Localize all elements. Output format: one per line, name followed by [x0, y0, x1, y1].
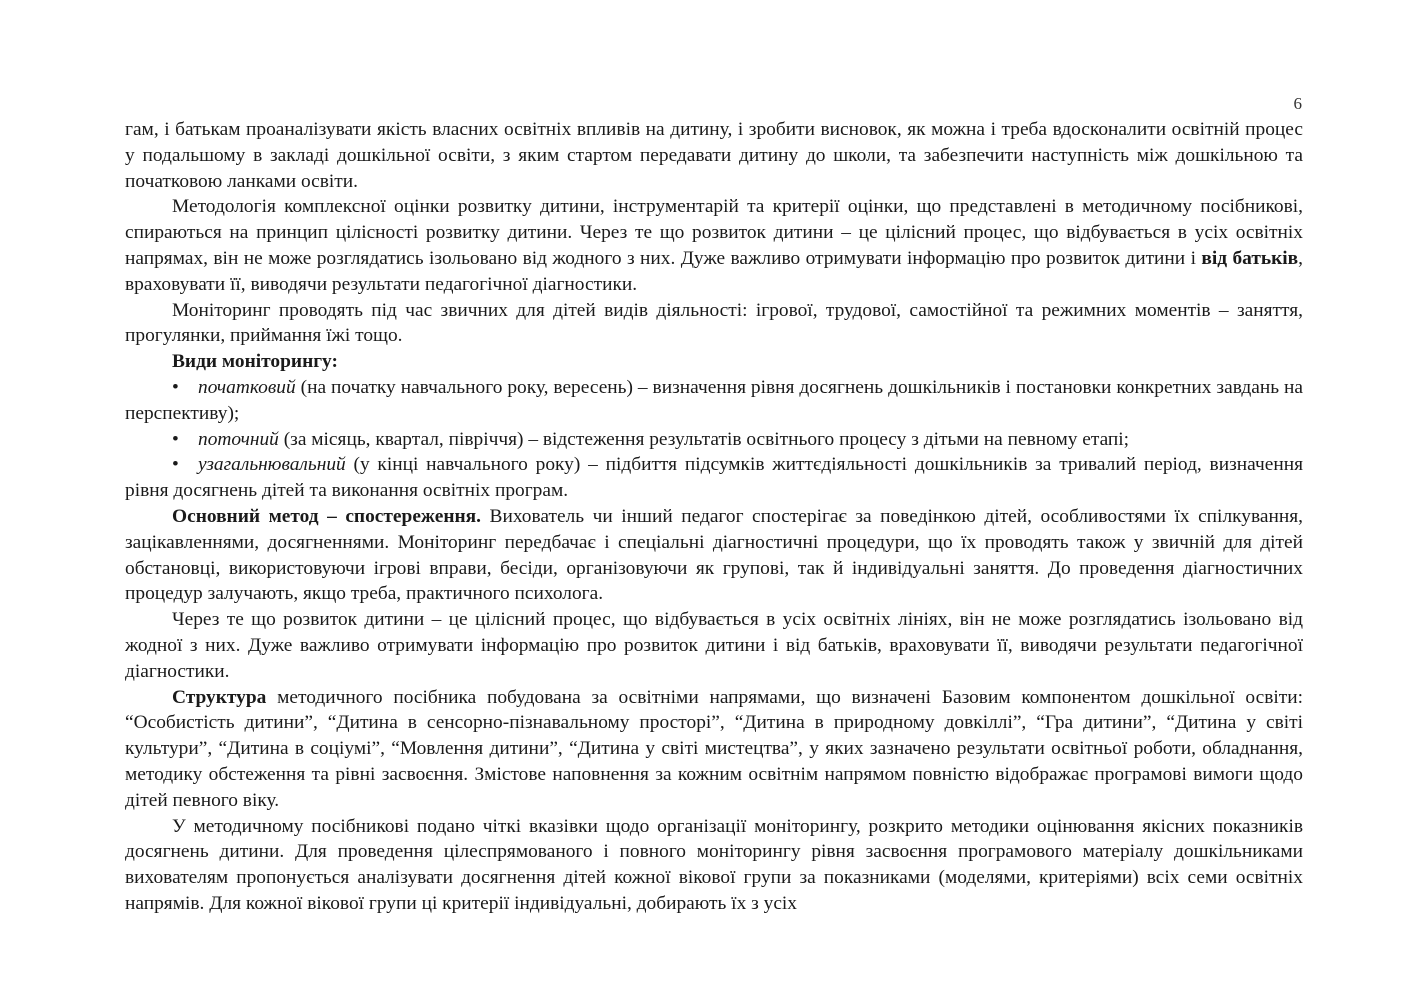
page-number: 6	[1293, 94, 1302, 113]
paragraph-monitoring: Моніторинг проводять під час звичних для дітей видів діяльності: ігрової, трудової, самостійної та режимних моментів – заняття, прогулянки, приймання їжі тощо.	[125, 299, 1303, 347]
bullet-text: (у кінці навчального року) – підбиття підсумків життєдіяльності дошкільників за тривалий період, визначення рівня досягнень дітей та виконання освітніх програм.	[125, 454, 1303, 502]
bullet-term: початковий	[198, 376, 296, 398]
paragraph-continuation: гам, і батькам проаналізувати якість власних освітніх впливів на дитину, і зробити висновок, як можна і треба вдосконалити освітній процес у подальшому в закладі дошкільної освіти, з яким стартом передавати дитину до школи, та забезпечити наступність між дошкільною та початковою ланками освіти.	[125, 119, 1303, 192]
paragraph-method	[125, 504, 1303, 607]
paragraph-methodology	[125, 194, 1303, 297]
paragraph-methodology-text: Методологія комплексної оцінки розвитку дитини, інструментарій та критерії оцінки, що представлені в методичному посібникові, спираються на принцип цілісності розвитку дитини. Через те що розвиток дитини – це цілісний процес, що відбувається в усіх освітніх напрямах, він не може розглядатись ізольовано від жодного з них. Дуже важливо отримувати інформацію про розвиток дитини і	[125, 196, 1303, 269]
bullet-term: поточний	[198, 428, 279, 450]
paragraph-guidance: У методичному посібникові подано чіткі вказівки щодо організації моніторингу, розкрито методики оцінювання якісних показників досягнень дитини. Для проведення цілеспрямованого і повного моніторингу рівня засвоєння програмового матеріалу дошкільниками вихователям пропонується аналізувати досягнення дітей кожної вікової групи за показниками (моделями, критеріями) всіх семи освітніх напрямів. Для кожної вікової групи ці критерії індивідуальні, добирають їх з усіх	[125, 815, 1303, 914]
paragraph-structure-bold: Структура	[172, 686, 267, 708]
paragraph-method-text: Вихователь чи інший педагог спостерігає за поведінкою дітей, особливостями їх спілкування, зацікавленнями, досягненнями. Моніторинг передбачає і спеціальні діагностичні процедури, що їх проводять також у звичній для дітей обстановці, використовуючи ігрові вправи, бесіди, організовуючи як групові, так й індивідуальні заняття. До проведення діагностичних процедур залучають, якщо треба, практичного психолога.	[125, 505, 1303, 605]
bullet-term: узагальнювальний	[198, 454, 346, 476]
bullet-text: (за місяць, квартал, півріччя) – відстеження результатів освітнього процесу з дітьми на певному етапі;	[278, 428, 1130, 450]
paragraph-holistic: Через те що розвиток дитини – це цілісний процес, що відбувається в усіх освітніх лініях, він не може розглядатись ізольовано від жодної з них. Дуже важливо отримувати інформацію про розвиток дитини і від батьків, враховувати її, виводячи результати педагогічної діагностики.	[125, 609, 1303, 682]
bullet-item-initial	[125, 375, 1303, 427]
bullet-item-current	[125, 427, 1303, 453]
bullet-icon: •	[172, 454, 179, 476]
paragraph-methodology-tail: , враховувати її, виводячи результати педагогічної діагностики.	[125, 247, 1303, 295]
paragraph-structure	[125, 685, 1303, 814]
bullet-icon: •	[172, 376, 179, 398]
paragraph-structure-text: методичного посібника побудована за освітніми напрямами, що визначені Базовим компонентом дошкільної освіти: “Особистість дитини”, “Дитина в сенсорно-пізнавальному просторі”, “Дитина в природному довкіллі”, “Гра дитини”, “Дитина у світі культури”, “Дитина в соціумі”, “Мовлення дитини”, “Дитина у світі мистецтва”, у яких зазначено результати освітньої роботи, обладнання, методику обстеження та рівні засвоєння. Змістове наповнення за кожним освітнім напрямом повністю відображає програмові вимоги щодо дітей певного віку.	[125, 686, 1303, 811]
paragraph-methodology-bold: від батьків	[1201, 247, 1299, 269]
bullet-icon: •	[172, 428, 179, 450]
page-body	[125, 117, 1303, 917]
paragraph-method-bold: Основний метод – спостереження.	[172, 505, 482, 527]
bullet-item-summary	[125, 452, 1303, 504]
bullet-text: (на початку навчального року, вересень) – визначення рівня досягнень дошкільників і постановки конкретних завдань на перспективу);	[125, 376, 1303, 424]
types-heading: Види моніторингу:	[172, 351, 338, 373]
